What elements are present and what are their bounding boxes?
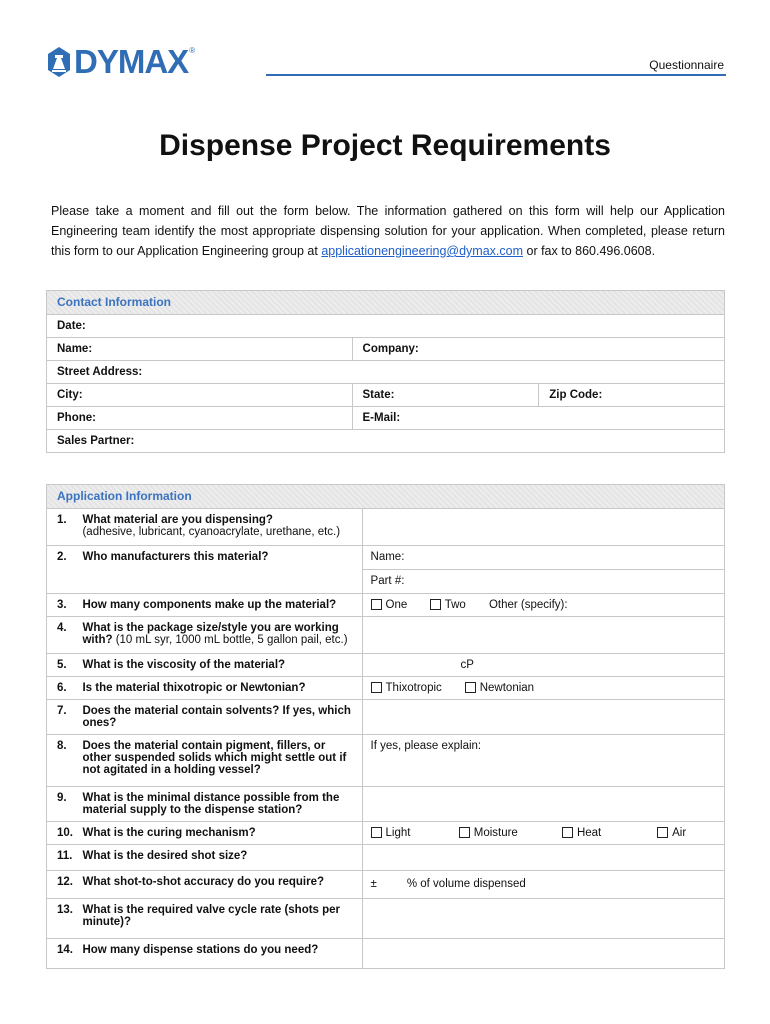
question-number: 10. [47, 822, 81, 845]
question-row-9 [47, 787, 725, 822]
question-row-1 [47, 509, 725, 546]
question-hint: (adhesive, lubricant, cyanoacrylate, urethane, etc.) [82, 526, 341, 538]
question-number: 7. [47, 700, 81, 735]
option-label: Light [385, 827, 411, 839]
question-number: 14. [47, 939, 81, 969]
intro-text-before: Please take a moment and fill out the form below. The information gathered on this form will help our Application Engineering team identify the most appropriate dispensing solution for your application. When completed, please return this form to our Application Engineering group at [51, 204, 725, 258]
question-row-3 [47, 594, 725, 617]
intro-text-after: or fax to 860.496.0608. [523, 244, 656, 258]
header-label: Questionnaire [649, 58, 724, 72]
page-title: Dispense Project Requirements [159, 129, 611, 162]
answer-field-8[interactable]: If yes, please explain: [362, 735, 724, 787]
checkbox-light[interactable] [371, 827, 382, 838]
intro-paragraph [51, 201, 725, 261]
zip-code-field[interactable]: Zip Code: [539, 384, 725, 407]
question-label: What is the desired shot size? [80, 845, 362, 871]
application-information-table [46, 484, 725, 969]
question-row-10 [47, 822, 725, 845]
question-number: 2. [47, 546, 81, 594]
question-number: 8. [47, 735, 81, 787]
option-label: Newtonian [479, 682, 535, 694]
option-label: Heat [576, 827, 602, 839]
question-number: 9. [47, 787, 81, 822]
rheology-options [362, 677, 724, 700]
sales-partner-field[interactable]: Sales Partner: [47, 430, 725, 453]
question-text [80, 617, 362, 654]
plus-minus-sign: ± [370, 878, 377, 890]
question-number: 1. [47, 509, 81, 546]
answer-field-4[interactable] [362, 617, 724, 654]
question-number: 5. [47, 654, 81, 677]
question-label: What shot-to-shot accuracy do you require? [80, 871, 362, 899]
question-label: Who manufacturers this material? [80, 546, 362, 594]
option-moisture[interactable] [459, 827, 559, 839]
question-number: 13. [47, 899, 81, 939]
accuracy-unit: % of volume dispensed [406, 878, 526, 890]
checkbox-thixotropic[interactable] [371, 682, 382, 693]
email-field[interactable]: E-Mail: [352, 407, 724, 430]
application-section-header: Application Information [47, 485, 725, 509]
option-label: One [385, 599, 408, 611]
question-label: Does the material contain pigment, fillers, or other suspended solids which might settle out if not agitated in a holding vessel? [80, 735, 362, 787]
checkbox-newtonian[interactable] [465, 682, 476, 693]
question-number: 4. [47, 617, 81, 654]
question-hint: (10 mL syr, 1000 mL bottle, 5 gallon pail, etc.) [112, 634, 348, 646]
option-heat[interactable] [562, 827, 654, 839]
contact-section-header: Contact Information [47, 291, 725, 315]
part-number-field[interactable]: Part #: [362, 570, 724, 594]
answer-field-1[interactable] [362, 509, 724, 546]
option-thixotropic[interactable] [371, 682, 462, 694]
option-label: Thixotropic [385, 682, 442, 694]
checkbox-two[interactable] [430, 599, 441, 610]
components-options [362, 594, 724, 617]
question-label: How many components make up the material? [80, 594, 362, 617]
logo-text: DYMAX [74, 43, 189, 80]
question-row-13 [47, 899, 725, 939]
question-label: What material are you dispensing? [82, 514, 273, 526]
city-field[interactable]: City: [47, 384, 353, 407]
option-air[interactable] [657, 827, 686, 839]
question-label: Is the material thixotropic or Newtonian? [80, 677, 362, 700]
question-row-7 [47, 700, 725, 735]
answer-field-9[interactable] [362, 787, 724, 822]
question-label: What is the curing mechanism? [80, 822, 362, 845]
option-two[interactable] [430, 599, 486, 611]
question-label: What is the package size/style you are working with? [82, 622, 339, 646]
contact-information-table [46, 290, 725, 453]
option-label: Air [672, 827, 687, 839]
question-row-14 [47, 939, 725, 969]
company-field[interactable]: Company: [352, 338, 724, 361]
dymax-logo-mark-icon [46, 46, 72, 78]
option-light[interactable] [371, 827, 456, 839]
option-label: Two [444, 599, 466, 611]
header-rule [266, 74, 726, 76]
viscosity-field[interactable] [362, 654, 724, 677]
question-number: 12. [47, 871, 81, 899]
question-label: What is the viscosity of the material? [80, 654, 362, 677]
option-newtonian[interactable] [465, 682, 534, 694]
name-field[interactable]: Name: [47, 338, 353, 361]
question-row-8 [47, 735, 725, 787]
question-label: What is the required valve cycle rate (shots per minute)? [80, 899, 362, 939]
answer-field-13[interactable] [362, 899, 724, 939]
answer-field-11[interactable] [362, 845, 724, 871]
email-link[interactable]: applicationengineering@dymax.com [321, 244, 524, 258]
checkbox-heat[interactable] [562, 827, 573, 838]
question-row-5 [47, 654, 725, 677]
question-row-2 [47, 546, 725, 570]
question-row-4 [47, 617, 725, 654]
question-label: How many dispense stations do you need? [80, 939, 362, 969]
street-address-field[interactable]: Street Address: [47, 361, 725, 384]
page-header [46, 44, 726, 84]
question-number: 3. [47, 594, 81, 617]
question-label: Does the material contain solvents? If yes, which ones? [80, 700, 362, 735]
option-one[interactable] [371, 599, 427, 611]
option-label: Moisture [473, 827, 518, 839]
checkbox-one[interactable] [371, 599, 382, 610]
accuracy-field[interactable] [362, 871, 724, 899]
question-text [80, 509, 362, 546]
registered-mark: ® [189, 45, 196, 55]
question-number: 6. [47, 677, 81, 700]
question-number: 11. [47, 845, 81, 871]
question-label: What is the minimal distance possible from the material supply to the dispense station? [80, 787, 362, 822]
option-other-label: Other (specify): [488, 599, 568, 611]
curing-options [362, 822, 724, 845]
answer-field-14[interactable] [362, 939, 724, 969]
state-field[interactable]: State: [352, 384, 539, 407]
dymax-logo [46, 44, 195, 80]
answer-field-7[interactable] [362, 700, 724, 735]
date-field[interactable]: Date: [47, 315, 725, 338]
checkbox-air[interactable] [657, 827, 668, 838]
viscosity-unit: cP [460, 659, 474, 671]
manufacturer-name-field[interactable]: Name: [362, 546, 724, 570]
question-row-11 [47, 845, 725, 871]
checkbox-moisture[interactable] [459, 827, 470, 838]
question-row-6 [47, 677, 725, 700]
phone-field[interactable]: Phone: [47, 407, 353, 430]
question-row-12 [47, 871, 725, 899]
